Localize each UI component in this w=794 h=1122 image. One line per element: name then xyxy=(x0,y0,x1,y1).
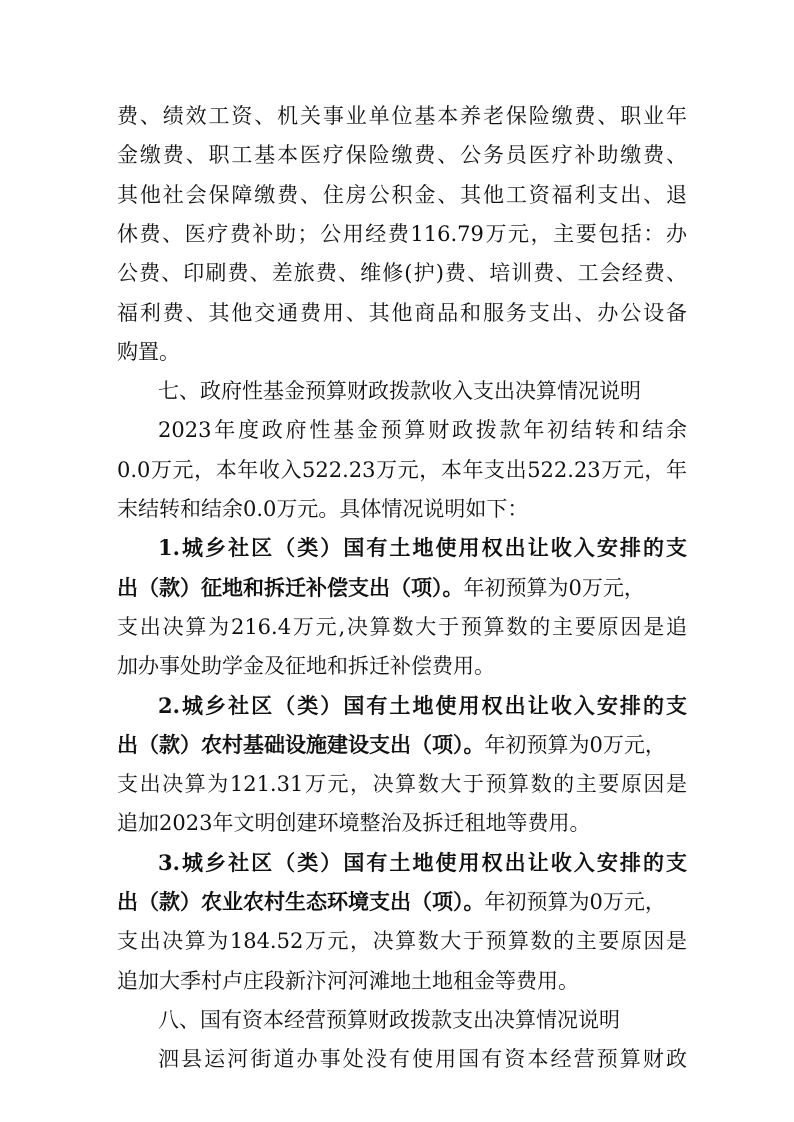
item-3-title-end: 出（款）农业农村生态环境支出（项）。 xyxy=(117,889,485,914)
item-2-line-4: 追加2023年文明创建环境整治及拆迁租地等费用。 xyxy=(117,811,591,835)
section-8-heading: 八、国有资本经营预算财政拨款支出决算情况说明 xyxy=(158,1008,620,1032)
item-3-line-2 xyxy=(117,887,687,917)
item-1-budget: 年初预算为0万元， xyxy=(463,576,645,600)
item-3-title-line: 3.城乡社区（类）国有土地使用权出让收入安排的支 xyxy=(158,850,687,875)
item-2-title-end: 出（款）农村基础设施建设支出（项）。 xyxy=(117,732,485,757)
paragraph-line: 费、绩效工资、机关事业单位基本养老保险缴费、职业年 xyxy=(117,104,687,128)
item-2-budget: 年初预算为0万元， xyxy=(484,733,666,757)
section-7-heading: 七、政府性基金预算财政拨款收入支出决算情况说明 xyxy=(158,379,641,403)
paragraph-line: 购置。 xyxy=(117,340,180,364)
item-1-title-end: 出（款）征地和拆迁补偿支出（项）。 xyxy=(117,575,464,600)
paragraph-line: 其他社会保障缴费、住房公积金、其他工资福利支出、退 xyxy=(117,183,687,207)
item-1-title-line: 1.城乡社区（类）国有土地使用权出让收入安排的支 xyxy=(158,535,687,560)
section-7-intro-line: 末结转和结余0.0万元。具体情况说明如下： xyxy=(117,497,529,521)
item-3-line-4: 追加大季村卢庄段新汴河河滩地土地租金等费用。 xyxy=(117,969,579,993)
item-2-title-line: 2.城乡社区（类）国有土地使用权出让收入安排的支 xyxy=(158,693,687,718)
item-3-budget: 年初预算为0万元， xyxy=(484,890,666,914)
item-2-line-2 xyxy=(117,730,687,760)
paragraph-line: 休费、医疗费补助；公用经费116.79万元，主要包括：办 xyxy=(117,222,687,246)
item-1-line-3: 支出决算为216.4万元,决算数大于预算数的主要原因是追 xyxy=(117,615,687,639)
section-8-line: 泗县运河街道办事处没有使用国有资本经营预算财政 xyxy=(158,1047,687,1071)
paragraph-line: 公费、印刷费、差旅费、维修(护)费、培训费、工会经费、 xyxy=(117,261,687,285)
item-1-line-4: 加办事处助学金及征地和拆迁补偿费用。 xyxy=(117,654,495,678)
section-7-intro-line: 0.0万元，本年收入522.23万元，本年支出522.23万元，年 xyxy=(117,458,687,482)
item-1-line-2 xyxy=(117,573,687,603)
item-3-line-3: 支出决算为184.52万元，决算数大于预算数的主要原因是 xyxy=(117,929,687,953)
paragraph-line: 福利费、其他交通费用、其他商品和服务支出、办公设备 xyxy=(117,301,687,325)
item-2-line-3: 支出决算为121.31万元，决算数大于预算数的主要原因是 xyxy=(117,772,687,796)
section-7-intro-line: 2023年度政府性基金预算财政拨款年初结转和结余 xyxy=(158,418,687,442)
paragraph-line: 金缴费、职工基本医疗保险缴费、公务员医疗补助缴费、 xyxy=(117,143,687,167)
